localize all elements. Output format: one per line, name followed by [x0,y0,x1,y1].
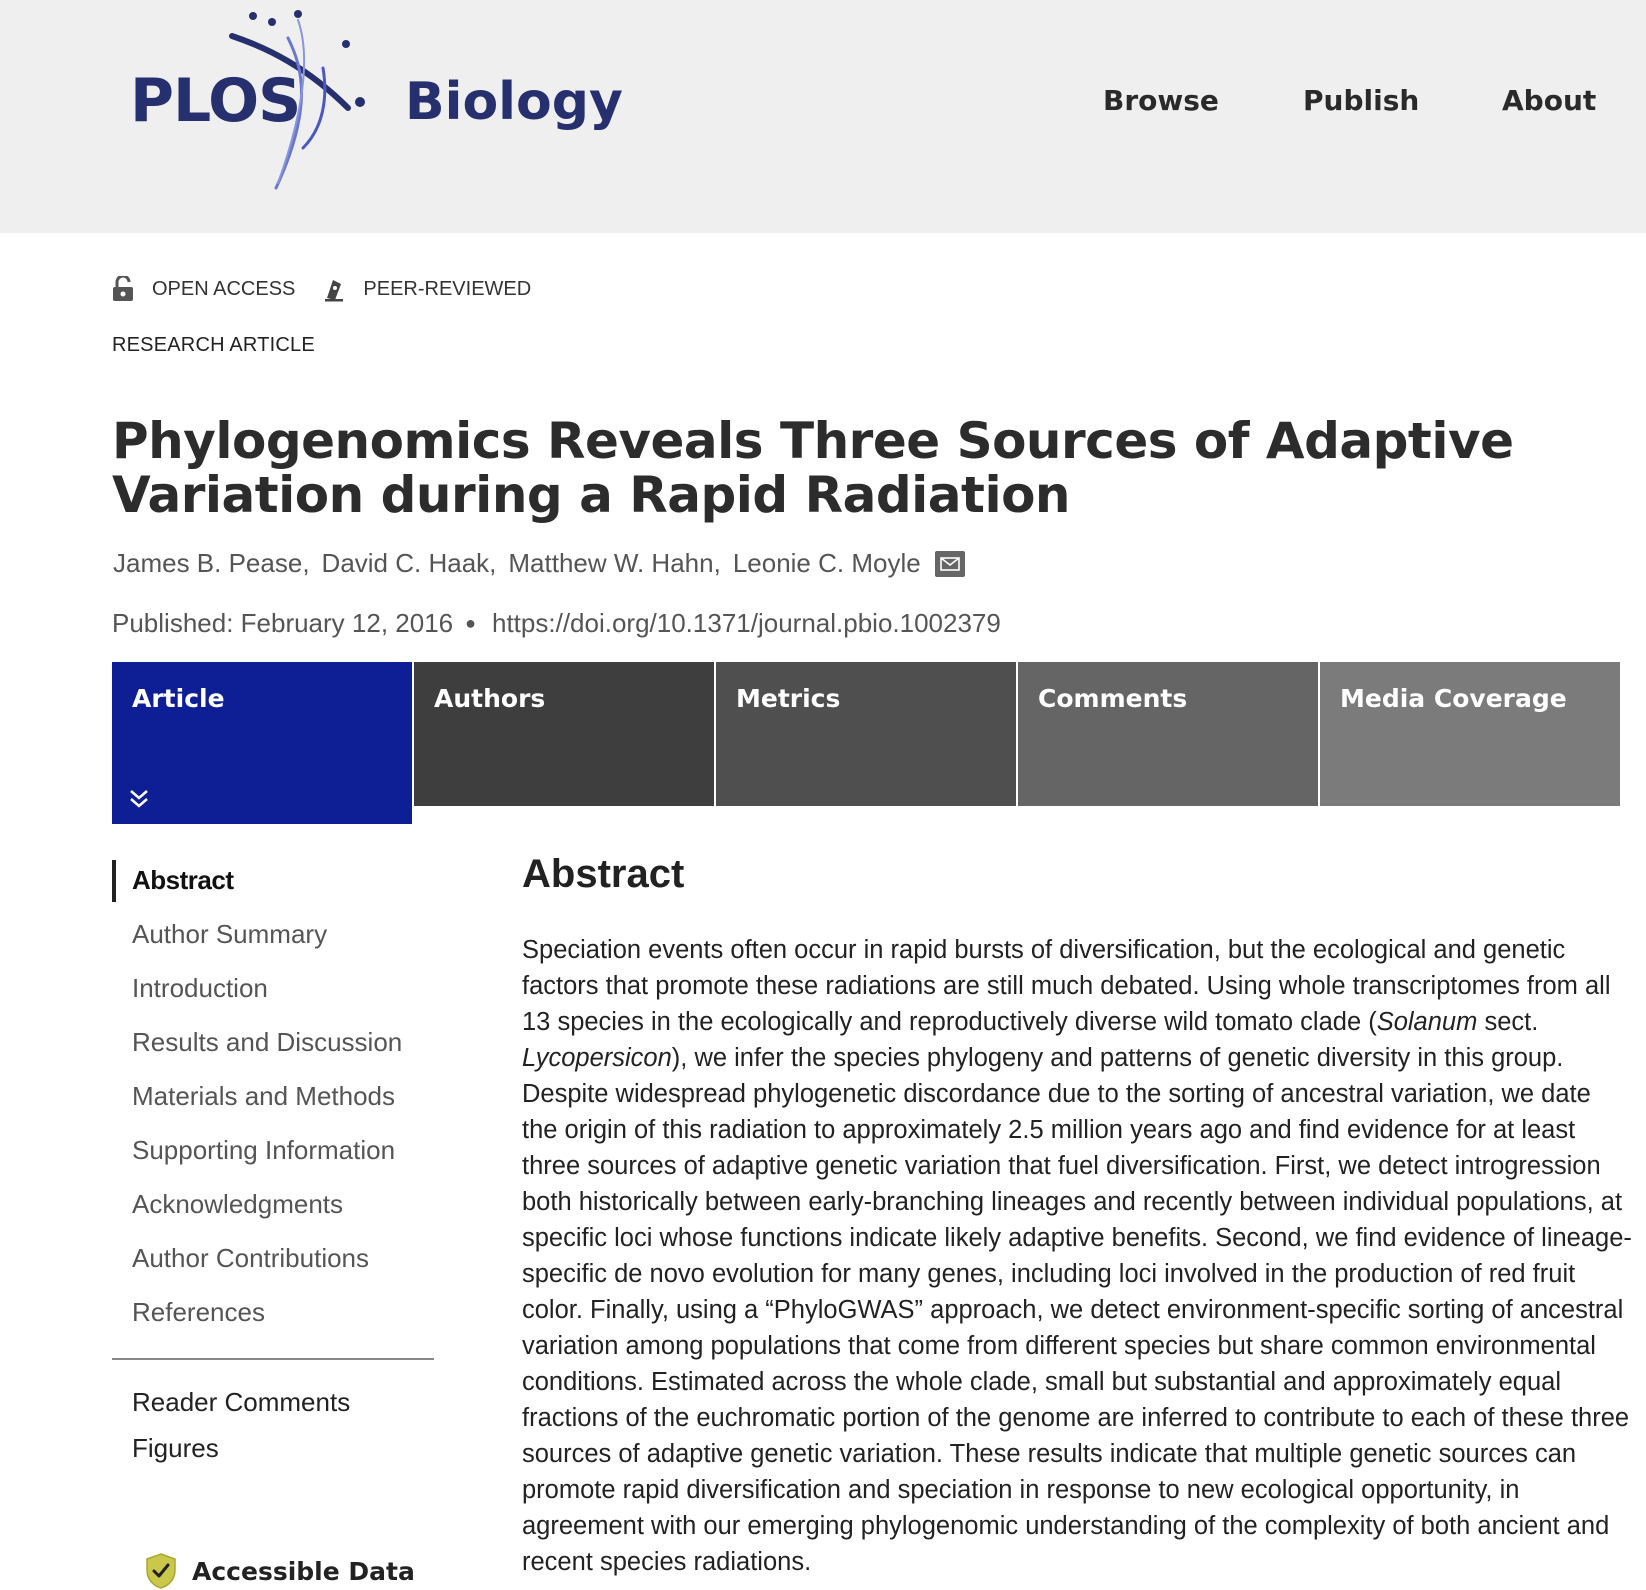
separator-dot: ● [465,613,476,633]
abstract-text-part: sect. [1477,1008,1539,1036]
tab-metrics[interactable]: Metrics [716,662,1016,806]
tab-article[interactable] [112,662,412,824]
toc-item-author-contributions[interactable]: Author Contributions [132,1243,370,1273]
toc-item-author-summary[interactable]: Author Summary [132,919,328,949]
article-title: Phylogenomics Reveals Three Sources of Adaptive Variation during a Rapid Radiation [112,412,1514,524]
article-tabs [112,662,1620,824]
abstract-text [522,932,1632,1580]
author-name[interactable]: Leonie C. Moyle [732,548,921,578]
double-chevron-down-icon [128,788,150,810]
toc-item-references[interactable]: References [132,1297,265,1327]
article-type: RESEARCH ARTICLE [112,334,315,356]
peer-reviewed-badge [323,276,531,302]
abstract-italic-lycopersicon: Lycopersicon [522,1044,672,1072]
publication-info [112,608,1001,639]
logo-plos-text: PLOS [130,66,301,136]
shield-check-icon [144,1552,178,1590]
nav-about[interactable]: About [1502,84,1597,117]
toc-item-introduction[interactable]: Introduction [132,973,268,1003]
sidebar-divider [112,1358,434,1360]
published-date: Published: February 12, 2016 [112,608,454,638]
doi-link[interactable]: https://doi.org/10.1371/journal.pbio.1002379 [492,608,1001,638]
tab-authors[interactable]: Authors [414,662,714,806]
reader-comments-link[interactable]: Reader Comments [132,1387,351,1417]
pen-nib-icon [323,276,345,302]
figures-link[interactable]: Figures [132,1433,219,1463]
author-name[interactable]: James B. Pease, [113,548,310,578]
toc-item-materials-methods[interactable]: Materials and Methods [132,1081,396,1111]
accessible-data-label: Accessible Data [192,1556,415,1586]
nav-publish[interactable]: Publish [1303,84,1420,117]
article-sidebar [112,860,434,1472]
nav-browse[interactable]: Browse [1103,84,1219,117]
open-access-badge [112,276,295,302]
toc-item-results-discussion[interactable]: Results and Discussion [132,1027,403,1057]
open-access-label: OPEN ACCESS [152,277,296,300]
toc-item-supporting-info[interactable]: Supporting Information [132,1135,396,1165]
abstract-italic-solanum: Solanum [1376,1008,1478,1036]
sidebar-links [112,1380,434,1472]
site-header [0,0,1646,233]
author-name[interactable]: Matthew W. Hahn, [508,548,721,578]
open-lock-icon [112,276,134,302]
tab-media-coverage[interactable]: Media Coverage [1320,662,1620,806]
toc-item-abstract[interactable]: Abstract [112,860,434,902]
accessible-data-badge[interactable] [144,1552,415,1590]
peer-reviewed-label: PEER-REVIEWED [363,277,532,300]
author-list [113,548,965,579]
tab-article-label: Article [132,684,225,713]
email-icon[interactable] [935,551,965,577]
toc-item-acknowledgments[interactable]: Acknowledgments [132,1189,343,1219]
logo-journal-text: Biology [405,72,623,132]
article-badges [112,276,559,302]
author-name[interactable]: David C. Haak, [321,548,497,578]
tab-comments[interactable]: Comments [1018,662,1318,806]
abstract-text-part: ), we infer the species phylogeny and patterns of genetic diversity in this group. Despite widespread phylogenetic discordance due to the sorting of ancestral variation, we date the origin of this radiation to approximately 2.5 million years ago and find evidence for at least three sources of adaptive genetic variation that fuel diversification. First, we detect introgression both historically between early-branching lineages and recently between individual populations, at specific loci whose functions indicate likely adaptive benefits. Second, we find evidence of lineage-specific de novo evolution for many genes, including loci involved in the production of red fruit color. Finally, using a “PhyloGWAS” approach, we detect environment-specific sorting of ancestral variation among populations that come from different species but share common environmental conditions. Estimated across the whole clade, small but substantial and approximately equal fractions of the euchromatic portion of the genome are inferred to contribute to each of these three sources of adaptive genetic variation. These results indicate that multiple genetic sources can promote rapid diversification and speciation in response to new ecological opportunity, in agreement with our emerging phylogenomic understanding of the complexity of both ancient and recent species radiations. [522,1044,1632,1576]
plos-biology-logo[interactable] [128,8,623,198]
abstract-heading: Abstract [522,852,685,896]
envelope-icon [940,557,960,571]
abstract-text-part: Speciation events often occur in rapid bursts of diversification, but the ecological and genetic factors that promote these radiations are still much debated. Using whole transcriptomes from all 13 species in the ecologically and reproductively diverse wild tomato clade ( [522,936,1611,1036]
